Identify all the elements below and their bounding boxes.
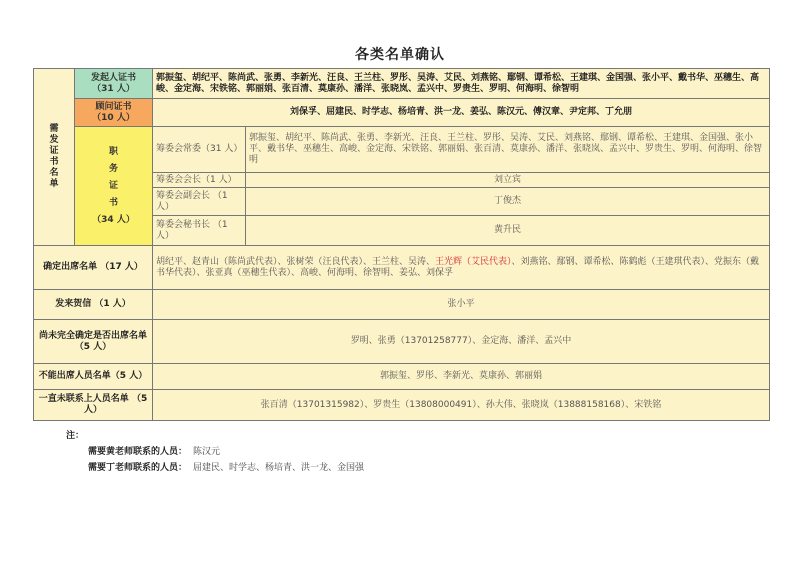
attend-highlight-name: 王光辉（艾民代表） — [435, 256, 512, 267]
undecided-label: 尚未完全确定是否出席名单 （5 人） — [34, 320, 153, 364]
congrats-label: 发来贺信 （1 人） — [34, 290, 153, 320]
absent-label: 不能出席人员名单（5 人） — [34, 364, 153, 390]
duty-cert-label: 职 务 证 书 （34 人） — [75, 127, 153, 246]
absent-names: 郭振玺、罗彤、李新光、莫康孙、郭丽娟 — [153, 364, 770, 390]
duty-names-secretary-general: 黄升民 — [246, 216, 770, 246]
notes-label: 注： — [66, 431, 85, 441]
duty-role-vice-president: 筹委会副会长 （1 人） — [153, 188, 246, 216]
note-line-1: 需要黄老师联系的人员： 陈汉元 — [88, 447, 221, 457]
undecided-names: 罗明、张勇（13701258777）、金定海、潘洋、孟兴中 — [153, 320, 770, 364]
duty-role-secretary-general: 筹委会秘书长 （1 人） — [153, 216, 246, 246]
unreached-names: 张百清（13701315982）、罗贵生（13808000491）、孙大伟、张晓岚（13888158168）、宋铁铭 — [153, 390, 770, 421]
unreached-label: 一直未联系上人员名单 （5 人） — [34, 390, 153, 421]
initiator-cert-label: 发起人证书 （31 人） — [75, 69, 153, 99]
duty-names-standing-committee: 郭振玺、胡纪平、陈尚武、张勇、李新光、汪良、王兰柱、罗彤、吴涛、艾民、刘燕铭、鄢钢、谭希松、王建琪、金国强、张小平、戴书华、巫穗生、高峻、金定海、宋铁铭、郭丽娟、张百清、莫康孙、潘洋、张晓岚、孟兴中、罗贵生、罗明、何海明、徐智明 — [246, 127, 770, 173]
duty-names-president: 刘立宾 — [246, 173, 770, 188]
advisor-cert-label: 顾问证书 （10 人） — [75, 99, 153, 127]
duty-names-vice-president: 丁俊杰 — [246, 188, 770, 216]
duty-role-president: 筹委会会长（1 人） — [153, 173, 246, 188]
name-list-table — [33, 68, 770, 421]
attend-names: 胡纪平、赵青山（陈尚武代表）、张树荣（汪良代表）、王兰柱、吴涛、王光辉（艾民代表）、刘燕铭、鄢钢、谭希松、陈鹤彪（王建琪代表）、党振东（戴书华代表）、张亚真（巫穗生代表）、高峻、何海明、徐智明、姜弘、刘保孚 — [153, 246, 770, 290]
note-line-2: 需要丁老师联系的人员： 屈建民、时学志、杨培青、洪一龙、金国强 — [88, 463, 365, 473]
page-title: 各类名单确认 — [355, 47, 445, 63]
advisor-names: 刘保孚、屈建民、时学志、杨培青、洪一龙、姜弘、陈汉元、傅汉章、尹定邦、丁允朋 — [153, 99, 770, 127]
attend-label: 确定出席名单 （17 人） — [34, 246, 153, 290]
certificate-section-label: 需 发 证 书 名 单 — [34, 69, 75, 246]
congrats-names: 张小平 — [153, 290, 770, 320]
initiator-names: 郭振玺、胡纪平、陈尚武、张勇、李新光、汪良、王兰柱、罗彤、吴涛、艾民、刘燕铭、鄢钢、谭希松、王建琪、金国强、张小平、戴书华、巫穗生、高峻、金定海、宋铁铭、郭丽娟、张百清、莫康孙、潘洋、张晓岚、孟兴中、罗贵生、罗明、何海明、徐智明 — [153, 69, 770, 99]
duty-role-standing-committee: 筹委会常委（31 人） — [153, 127, 246, 173]
notes — [66, 428, 365, 473]
